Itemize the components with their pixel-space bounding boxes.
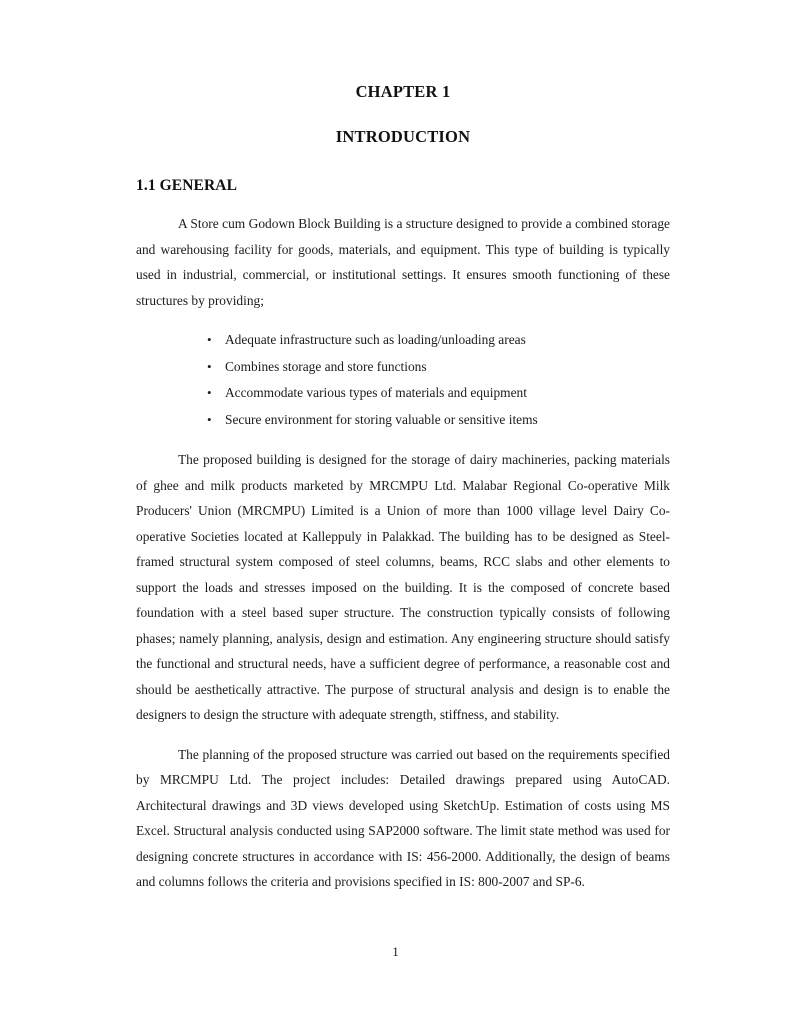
- list-item: [136, 380, 670, 407]
- features-bullet-list: [136, 313, 670, 433]
- paragraph-planning: The planning of the proposed structure was carried out based on the requirements specified by MRCMPU Ltd. The project includes: Detailed drawings prepared using AutoCAD. Architectural drawings and 3D views developed using SketchUp. Estimation of costs using MS Excel. Structural analysis conducted using SAP2000 software. The limit state method was used for designing concrete structures in accordance with IS: 456-2000. Additionally, the design of beams and columns follows the criteria and provisions specified in IS: 800-2007 and SP-6.: [136, 746, 670, 889]
- list-item: [136, 327, 670, 354]
- page-number: 1: [392, 944, 399, 959]
- bullet-point-icon: •: [207, 358, 212, 374]
- paragraph-general-intro: A Store cum Godown Block Building is a structure designed to provide a combined storage and warehousing facility for goods, materials, and equipment. This type of building is typically used in industrial, commercial, or institutional settings. It ensures smooth functioning of these structures by providing;: [136, 216, 670, 308]
- bullet-point-icon: •: [207, 332, 212, 347]
- section-heading-general: 1.1 GENERAL: [136, 177, 238, 194]
- bullet-point-icon: •: [207, 385, 212, 400]
- chapter-title: CHAPTER 1: [355, 82, 451, 101]
- bullet-point-icon: •: [207, 411, 212, 427]
- list-item-label: Adequate infrastructure such as loading/unloading areas: [225, 332, 526, 347]
- list-item-label: Combines storage and store functions: [225, 358, 427, 374]
- document-title: INTRODUCTION: [335, 127, 471, 146]
- list-item-label: Accommodate various types of materials and equipment: [225, 385, 527, 400]
- page-content: [136, 0, 670, 895]
- list-item: [136, 407, 670, 434]
- paragraph-proposed-building: The proposed building is designed for the storage of dairy machineries, packing materials of ghee and milk products marketed by MRCMPU Ltd. Malabar Regional Co-operative Milk Producers' Union (MRCMPU) Limited is a Union of more than 1000 village level Dairy Co-operative Societies located at Kalleppuly in Palakkad. The building has to be designed as Steel-framed structural system composed of steel columns, beams, RCC slabs and other elements to support the loads and stresses imposed on the building. It is the composed of concrete based foundation with a steel based super structure. The construction typically consists of following phases; namely planning, analysis, design and estimation. Any engineering structure should satisfy the functional and structural needs, have a sufficient degree of performance, a reasonable cost and should be aesthetically attractive. The purpose of structural analysis and design is to enable the designers to design the structure with adequate strength, stiffness, and stability.: [136, 452, 670, 722]
- list-item-label: Secure environment for storing valuable or sensitive items: [225, 411, 538, 427]
- list-item: [136, 354, 670, 381]
